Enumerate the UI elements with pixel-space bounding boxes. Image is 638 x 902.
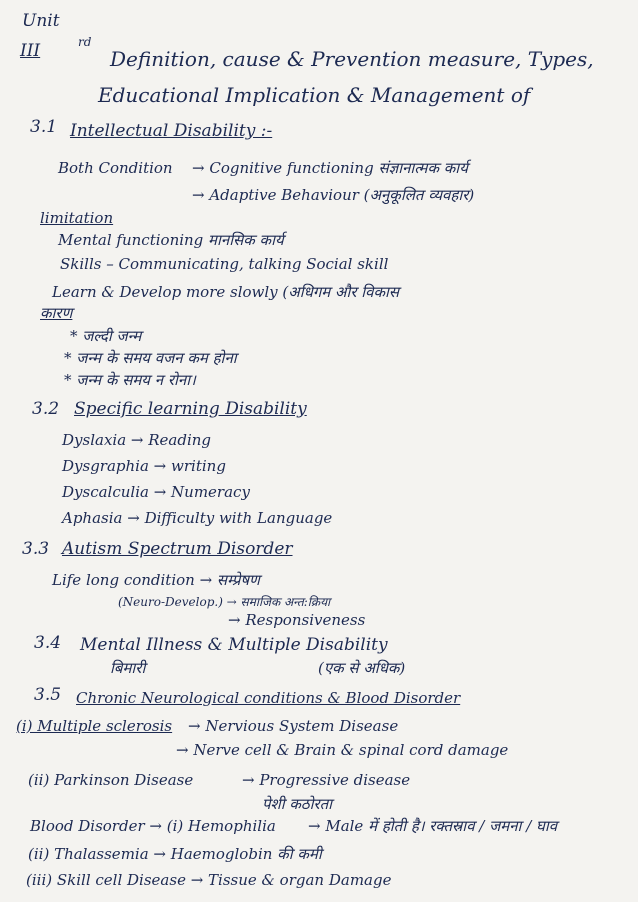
section-3-1-number: 3.1 <box>30 117 58 137</box>
limitation-2: Skills – Communicating, talking Social skill <box>60 255 389 273</box>
blood-disorder-label: Blood Disorder → (i) Hemophilia <box>30 817 276 835</box>
multiple-sclerosis-1: → Nervious System Disease <box>188 717 399 735</box>
limitation-3: Learn & Develop more slowly (अधिगम और विकास <box>52 283 400 301</box>
section-3-5-heading: Chronic Neurological conditions & Blood Disorder <box>76 689 461 707</box>
parkinson-2: पेशी कठोरता <box>262 795 333 813</box>
sld-item-1: Dyslaxia → Reading <box>62 431 212 449</box>
autism-responsiveness: → Responsiveness <box>228 611 366 629</box>
skill-cell-disease: (iii) Skill cell Disease → Tissue & organ Damage <box>26 871 392 889</box>
unit-label: Unit <box>22 11 60 31</box>
thalassemia: (ii) Thalassemia → Haemoglobin की कमी <box>28 845 322 863</box>
unit-suffix: rd <box>78 35 92 49</box>
sld-item-3: Dyscalculia → Numeracy <box>62 483 250 501</box>
sld-item-2: Dysgraphia → writing <box>62 457 226 475</box>
section-3-3-heading: Autism Spectrum Disorder <box>62 539 293 559</box>
section-3-4-heading: Mental Illness & Multiple Disability <box>80 635 388 655</box>
parkinson-label: (ii) Parkinson Disease <box>28 771 194 789</box>
mental-illness-note: बिमारी <box>110 659 146 677</box>
parkinson-1: → Progressive disease <box>242 771 411 789</box>
section-3-5-number: 3.5 <box>34 685 62 705</box>
unit-numeral: III <box>20 41 41 61</box>
both-condition-arrow-2: → Adaptive Behaviour (अनुकूलित व्यवहार) <box>192 186 475 204</box>
multiple-sclerosis-2: → Nerve cell & Brain & spinal cord damage <box>176 741 509 759</box>
section-3-4-number: 3.4 <box>34 633 62 653</box>
section-3-1-heading: Intellectual Disability :- <box>70 121 273 141</box>
both-condition-arrow-1: → Cognitive functioning संज्ञानात्मक कार्य <box>192 159 468 177</box>
multiple-disability-note: (एक से अधिक) <box>318 659 406 677</box>
both-condition: Both Condition <box>58 159 173 177</box>
autism-neuro: (Neuro-Develop.) → समाजिक अन्त:क्रिया <box>118 595 331 609</box>
section-3-2-heading: Specific learning Disability <box>74 399 307 419</box>
multiple-sclerosis-label: (i) Multiple sclerosis <box>16 717 173 735</box>
sld-item-4: Aphasia → Difficulty with Language <box>62 509 333 527</box>
cause-3: * जन्म के समय न रोना। <box>64 371 196 389</box>
title-line-2: Educational Implication & Management of <box>98 83 531 107</box>
hemophilia-detail: → Male में होती है। रक्तस्राव / जमना / घाव <box>308 817 558 835</box>
section-3-2-number: 3.2 <box>32 399 60 419</box>
cause-1: * जल्दी जन्म <box>70 327 142 345</box>
karan-label: कारण <box>40 304 73 322</box>
section-3-3-number: 3.3 <box>22 539 50 559</box>
cause-2: * जन्म के समय वजन कम होना <box>64 349 237 367</box>
limitation-label: limitation <box>40 209 114 227</box>
limitation-1: Mental functioning मानसिक कार्य <box>58 231 284 249</box>
autism-life-long: Life long condition → सम्प्रेषण <box>52 571 260 589</box>
title-line-1: Definition, cause & Prevention measure, Types, <box>110 47 594 71</box>
